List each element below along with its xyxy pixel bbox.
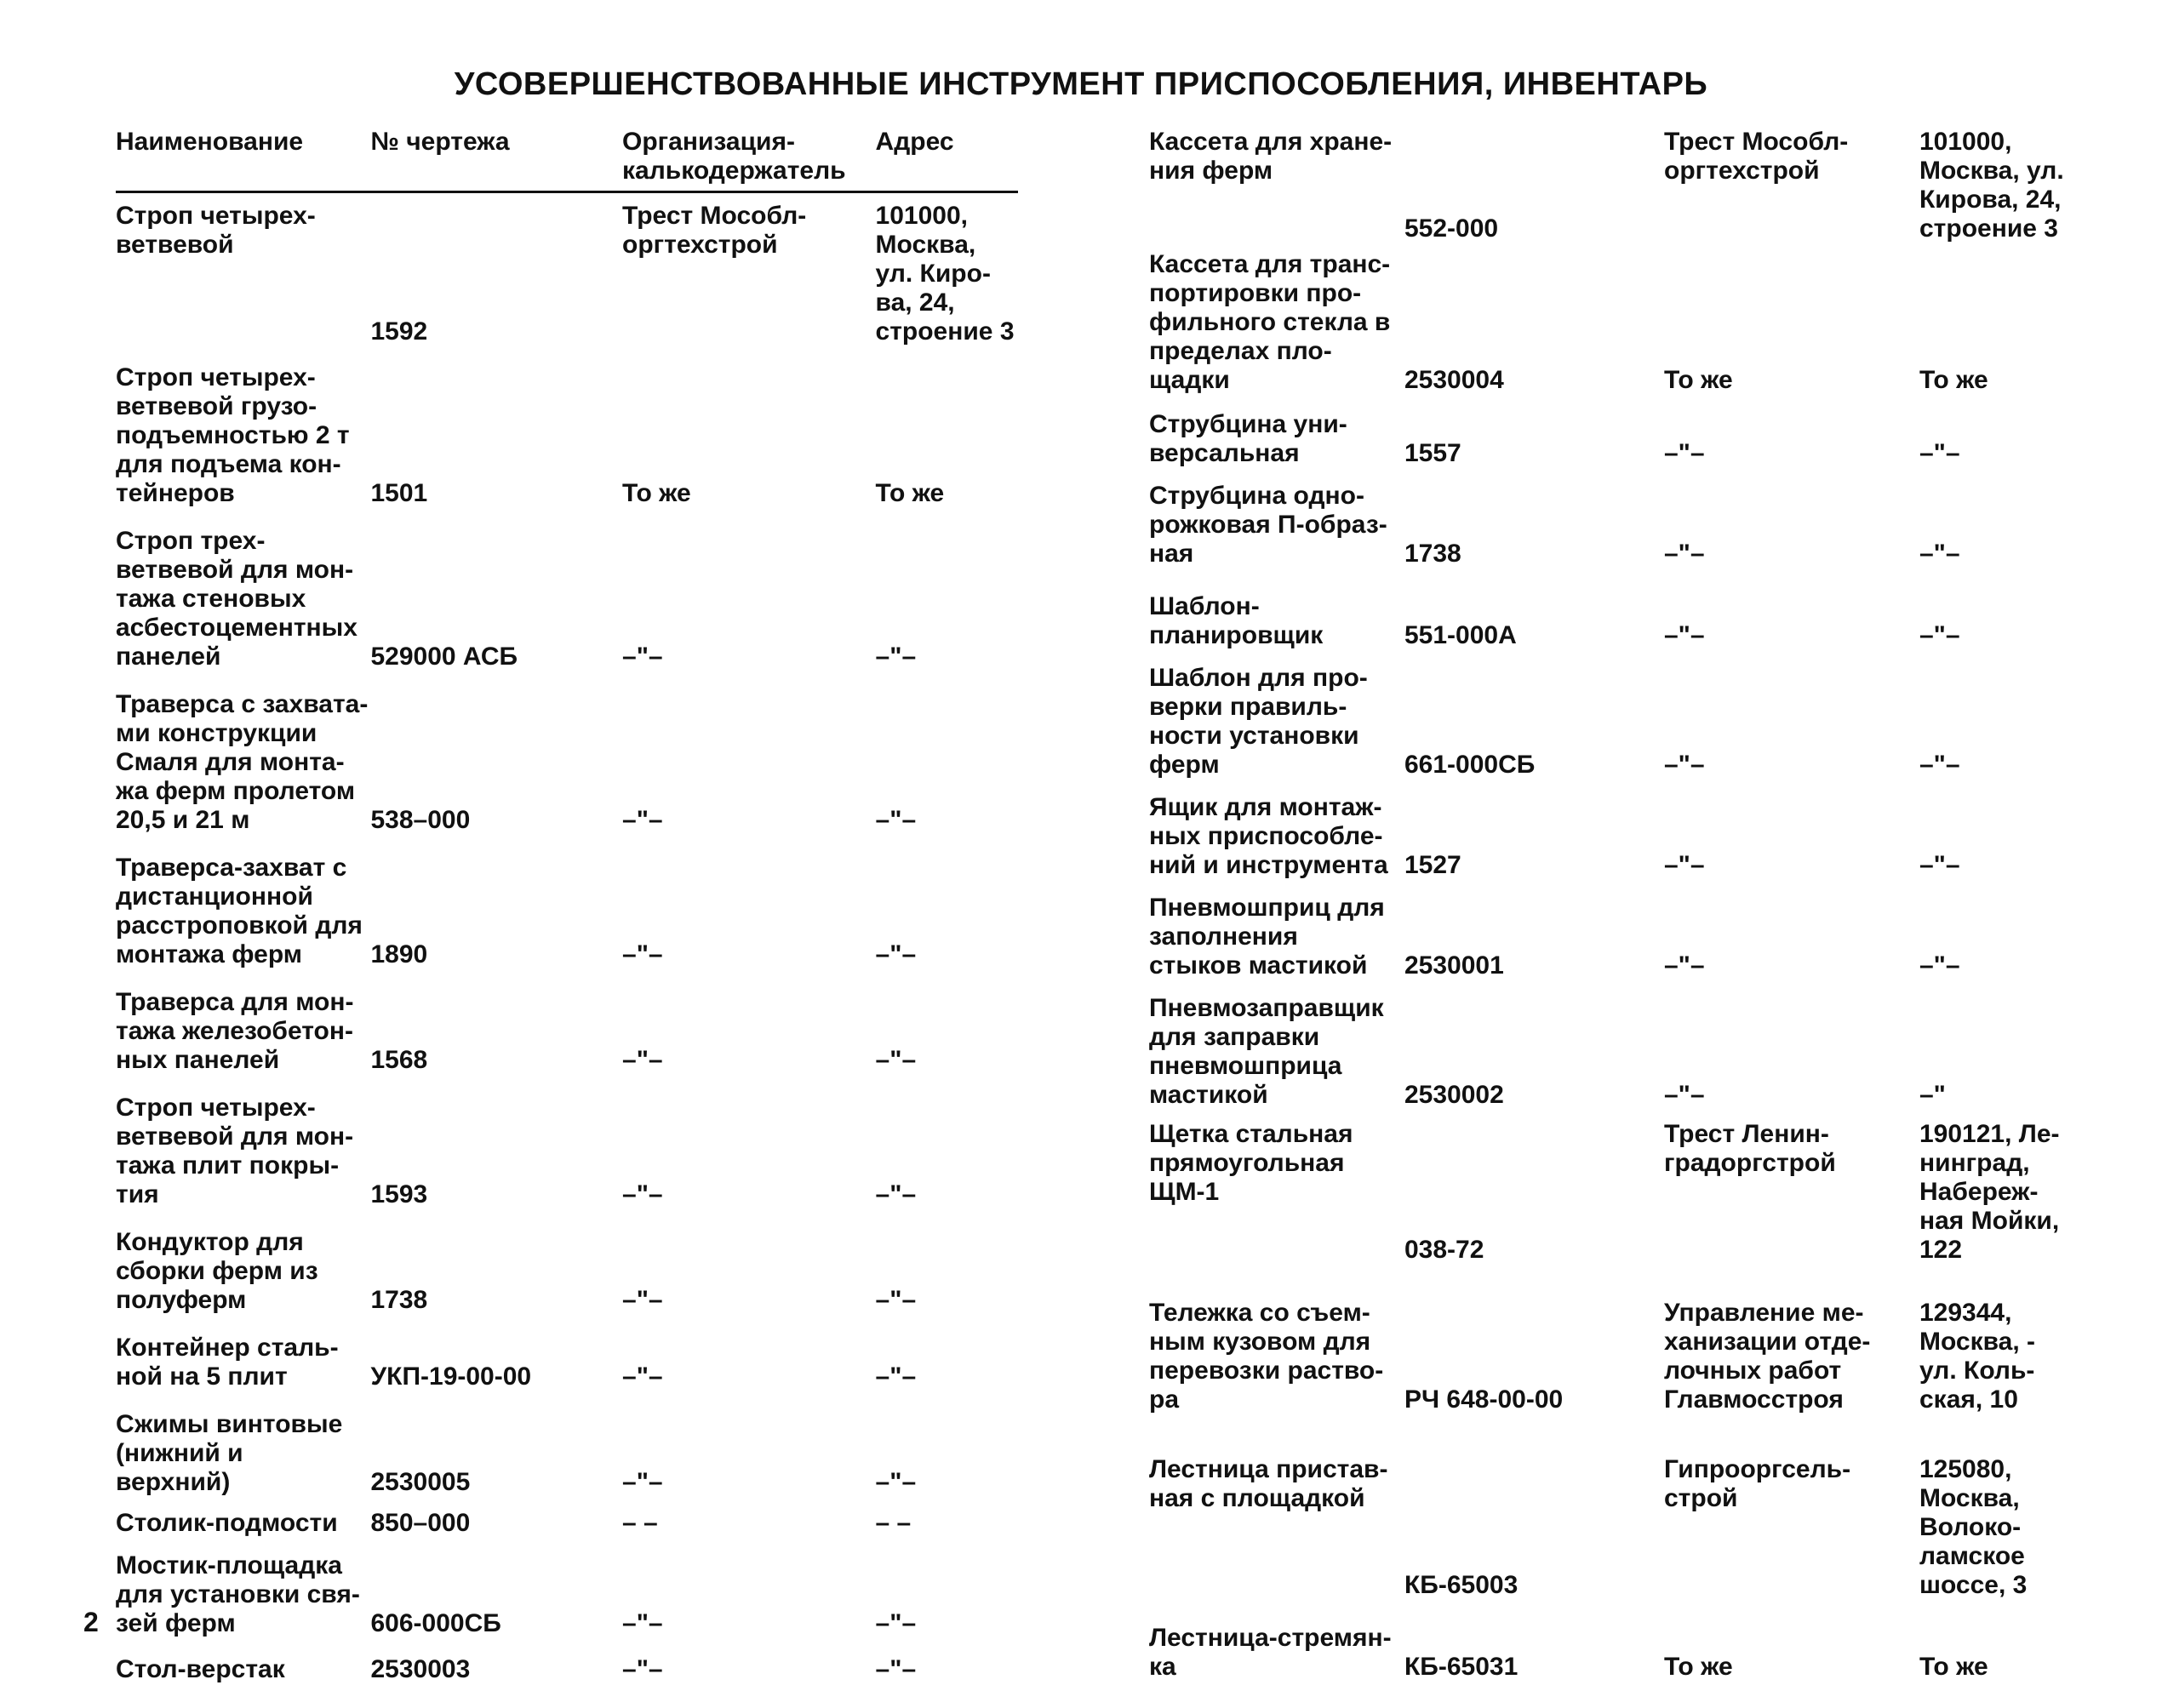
organization: Гипрооргсель- строй xyxy=(1664,1455,1851,1512)
table-row xyxy=(116,988,1018,1075)
drawing-number: 1527 xyxy=(1404,851,1461,879)
item-name: Шаблон- планировщик xyxy=(1149,592,1324,649)
header-name: Наименование xyxy=(116,128,304,156)
organization: –"– xyxy=(622,1468,663,1496)
organization: –"– xyxy=(622,1046,663,1074)
drawing-number: 2530004 xyxy=(1404,366,1504,394)
item-name: Лестница пристав- ная с площадкой xyxy=(1149,1455,1388,1512)
organization: Управление ме- ханизации отде- лочных работ Главмосстроя xyxy=(1664,1299,1871,1414)
address: –"– xyxy=(1919,851,1960,879)
table-row xyxy=(1149,592,2102,650)
organization: То же xyxy=(1664,366,1733,394)
organization: –"– xyxy=(622,940,663,968)
drawing-number: 1592 xyxy=(370,317,428,346)
drawing-number: 2530002 xyxy=(1404,1081,1504,1109)
address: – – xyxy=(875,1509,912,1537)
left-table xyxy=(116,128,1018,1684)
address: –"– xyxy=(1919,751,1960,779)
address: –"– xyxy=(875,1286,917,1314)
table-row xyxy=(116,363,1018,508)
item-name: Строп трех- ветвевой для мон- тажа стеновых асбестоцементных панелей xyxy=(116,527,357,671)
table-row xyxy=(1149,793,2102,880)
address: То же xyxy=(875,479,945,507)
address: –"– xyxy=(1919,439,1960,467)
drawing-number: 661-000СБ xyxy=(1404,751,1536,779)
drawing-number: 1593 xyxy=(370,1180,428,1208)
table-row xyxy=(1149,128,2102,243)
table-row xyxy=(116,527,1018,671)
organization: Трест Ленин- градоргстрой xyxy=(1664,1120,1836,1177)
address: 101000, Москва, ул. Кирова, 24, строение 3 xyxy=(1919,128,2064,243)
item-name: Ящик для монтаж- ных приспособле- ний и инструмента xyxy=(1149,793,1388,879)
drawing-number: 1557 xyxy=(1404,439,1461,467)
address: –"– xyxy=(1919,540,1960,568)
organization: –"– xyxy=(622,1286,663,1314)
drawing-number: КБ-65031 xyxy=(1404,1653,1519,1681)
organization: То же xyxy=(622,479,691,507)
item-name: Строп четырех- ветвевой для мон- тажа плит покры- тия xyxy=(116,1094,354,1208)
item-name: Столик-подмости xyxy=(116,1509,338,1537)
table-header xyxy=(116,128,1018,193)
drawing-number: 1738 xyxy=(1404,540,1461,568)
item-name: Струбцина уни- версальная xyxy=(1149,410,1347,467)
item-name: Шаблон для про- верки правиль- ности установки ферм xyxy=(1149,664,1368,779)
drawing-number: 1890 xyxy=(370,940,428,968)
table-row xyxy=(116,1410,1018,1497)
item-name: Строп четырех- ветвевой грузо- подъемностью 2 т для подъема кон- тейнеров xyxy=(116,363,350,507)
table-row xyxy=(116,1509,1018,1538)
address: –"– xyxy=(875,940,917,968)
item-name: Лестница-стремян- ка xyxy=(1149,1624,1392,1681)
address: –"– xyxy=(875,1609,917,1637)
item-name: Траверса с захвата- ми конструкции Смаля для монта- жа ферм пролетом 20,5 и 21 м xyxy=(116,690,369,834)
drawing-number: 2530005 xyxy=(370,1468,471,1496)
table-row xyxy=(116,1334,1018,1391)
item-name: Контейнер сталь- ной на 5 плит xyxy=(116,1334,339,1391)
item-name: Струбцина одно- рожковая П-образ- ная xyxy=(1149,482,1387,568)
table-row xyxy=(1149,250,2102,395)
organization: То же xyxy=(1664,1653,1733,1681)
address: 129344, Москва, - ул. Коль- ская, 10 xyxy=(1919,1299,2036,1414)
header-drawing: № чертежа xyxy=(370,128,510,156)
table-row xyxy=(1149,1455,2102,1600)
drawing-number: 2530001 xyxy=(1404,951,1504,980)
left-rows xyxy=(116,202,1018,1684)
table-row xyxy=(116,1094,1018,1209)
right-rows xyxy=(1149,128,2102,1682)
item-name: Кондуктор для сборки ферм из полуферм xyxy=(116,1228,318,1314)
organization: –"– xyxy=(1664,621,1705,649)
table-row xyxy=(1149,1120,2102,1265)
address: –"– xyxy=(875,1180,917,1208)
item-name: Кассета для транс- портировки про- фильного стекла в пределах пло- щадки xyxy=(1149,250,1391,394)
table-row xyxy=(116,1655,1018,1684)
drawing-number: 606-000СБ xyxy=(370,1609,501,1637)
address: –"– xyxy=(875,1362,917,1391)
item-name: Пневмозаправщик для заправки пневмошприца мастикой xyxy=(1149,994,1384,1109)
organization: –"– xyxy=(622,1655,663,1683)
item-name: Щетка стальная прямоугольная ЩМ-1 xyxy=(1149,1120,1353,1206)
organization: –"– xyxy=(1664,751,1705,779)
organization: –"– xyxy=(1664,540,1705,568)
item-name: Кассета для хране- ния ферм xyxy=(1149,128,1393,185)
address: –"– xyxy=(875,1655,917,1683)
table-row xyxy=(1149,894,2102,980)
item-name: Пневмошприц для заполнения стыков мастикой xyxy=(1149,894,1385,980)
item-name: Стол-верстак xyxy=(116,1655,285,1683)
item-name: Тележка со съем- ным кузовом для перевозки раство- ра xyxy=(1149,1299,1384,1414)
organization: Трест Мособл- оргтехстрой xyxy=(1664,128,1849,185)
drawing-number: 551-000А xyxy=(1404,621,1517,649)
address: –"– xyxy=(875,1046,917,1074)
table-row xyxy=(116,1228,1018,1315)
drawing-number: 1568 xyxy=(370,1046,428,1074)
table-row xyxy=(116,1551,1018,1638)
organization: –"– xyxy=(1664,1081,1705,1109)
organization: –"– xyxy=(1664,951,1705,980)
address: 101000, Москва, ул. Киро- ва, 24, строение 3 xyxy=(875,202,1015,346)
organization: –"– xyxy=(1664,851,1705,879)
item-name: Сжимы винтовые (нижний и верхний) xyxy=(116,1410,343,1496)
address: –"– xyxy=(875,806,917,834)
table-row xyxy=(116,690,1018,835)
address: 125080, Москва, Волоко- ламское шоссе, 3 xyxy=(1919,1455,2028,1599)
organization: –"– xyxy=(1664,439,1705,467)
table-row xyxy=(116,854,1018,969)
table-row xyxy=(116,202,1018,346)
table-row xyxy=(1149,482,2102,568)
address: –"– xyxy=(875,643,917,671)
item-name: Траверса для мон- тажа железобетон- ных панелей xyxy=(116,988,354,1074)
drawing-number: КБ-65003 xyxy=(1404,1571,1519,1599)
drawing-number: 1501 xyxy=(370,479,428,507)
drawing-number: 529000 АСБ xyxy=(370,643,518,671)
address: То же xyxy=(1919,366,1988,394)
address: –"– xyxy=(875,1468,917,1496)
address: –" xyxy=(1919,1081,1946,1109)
organization: –"– xyxy=(622,1609,663,1637)
drawing-number: 1738 xyxy=(370,1286,428,1314)
item-name: Строп четырех- ветвевой xyxy=(116,202,316,259)
drawing-number: УКП-19-00-00 xyxy=(370,1362,532,1391)
organization: –"– xyxy=(622,1180,663,1208)
organization: Трест Мособл- оргтехстрой xyxy=(622,202,807,259)
address: То же xyxy=(1919,1653,1988,1681)
drawing-number: 2530003 xyxy=(370,1655,471,1683)
organization: – – xyxy=(622,1509,658,1537)
drawing-number: 538–000 xyxy=(370,806,471,834)
header-org: Организация- калькодержатель xyxy=(622,128,846,185)
item-name: Мостик-площадка для установки свя- зей ферм xyxy=(116,1551,360,1637)
address: –"– xyxy=(1919,621,1960,649)
page-number: 2 xyxy=(83,1607,99,1637)
drawing-number: 850–000 xyxy=(370,1509,471,1537)
item-name: Траверса-захват с дистанционной расстроповкой для монтажа ферм xyxy=(116,854,363,968)
table-row xyxy=(1149,1624,2102,1682)
address: –"– xyxy=(1919,951,1960,980)
table-row xyxy=(1149,410,2102,468)
table-row xyxy=(1149,1299,2102,1414)
organization: –"– xyxy=(622,643,663,671)
table-row xyxy=(1149,994,2102,1110)
drawing-number: 552-000 xyxy=(1404,214,1499,243)
address: 190121, Ле- нинград, Набереж- ная Мойки, 122 xyxy=(1919,1120,2060,1264)
table-row xyxy=(1149,664,2102,780)
drawing-number: РЧ 648-00-00 xyxy=(1404,1385,1564,1414)
organization: –"– xyxy=(622,806,663,834)
right-table xyxy=(1149,128,2102,1682)
page-title: УСОВЕРШЕНСТВОВАННЫЕ ИНСТРУМЕНТ ПРИСПОСОБЛЕНИЯ, ИНВЕНТАРЬ xyxy=(454,66,1708,102)
drawing-number: 038-72 xyxy=(1404,1236,1484,1264)
header-address: Адрес xyxy=(875,128,954,156)
organization: –"– xyxy=(622,1362,663,1391)
